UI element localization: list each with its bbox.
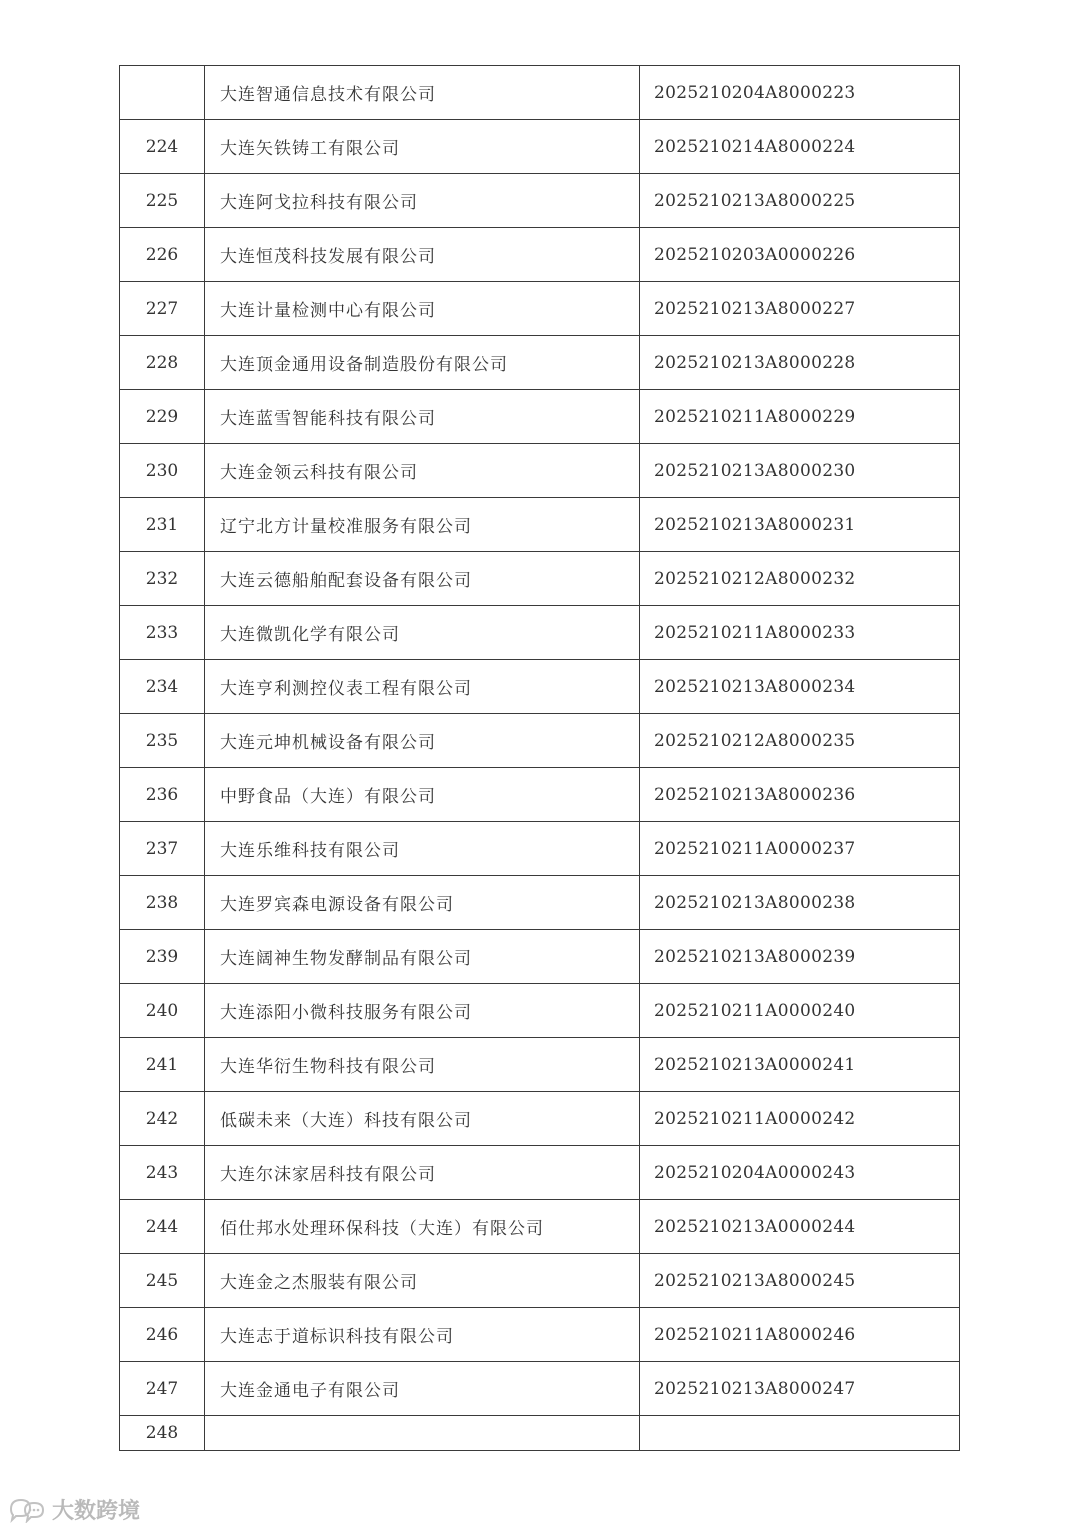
company-name-cell: 大连矢铁铸工有限公司 xyxy=(205,120,640,174)
row-number-cell: 247 xyxy=(120,1362,205,1416)
company-name-cell: 中野食品（大连）有限公司 xyxy=(205,768,640,822)
table-row xyxy=(120,66,960,120)
watermark xyxy=(8,1494,140,1525)
table-row xyxy=(120,390,960,444)
company-name-cell: 大连尔沫家居科技有限公司 xyxy=(205,1146,640,1200)
row-number-cell: 231 xyxy=(120,498,205,552)
company-name-cell: 大连罗宾森电源设备有限公司 xyxy=(205,876,640,930)
registration-code-cell: 2025210213A8000234 xyxy=(640,660,960,714)
chat-bubble-logo-icon xyxy=(8,1497,48,1523)
row-number-cell xyxy=(120,66,205,120)
row-number-cell: 224 xyxy=(120,120,205,174)
row-number-cell: 237 xyxy=(120,822,205,876)
company-name-cell: 大连志于道标识科技有限公司 xyxy=(205,1308,640,1362)
table-row xyxy=(120,1092,960,1146)
registration-code-cell: 2025210211A0000237 xyxy=(640,822,960,876)
company-name-cell: 大连计量检测中心有限公司 xyxy=(205,282,640,336)
row-number-cell: 233 xyxy=(120,606,205,660)
registration-code-cell: 2025210213A8000227 xyxy=(640,282,960,336)
registration-code-cell: 2025210213A8000245 xyxy=(640,1254,960,1308)
company-name-cell: 大连顶金通用设备制造股份有限公司 xyxy=(205,336,640,390)
company-name-cell: 大连智通信息技术有限公司 xyxy=(205,66,640,120)
table-row xyxy=(120,1200,960,1254)
table-row xyxy=(120,1308,960,1362)
registration-code-cell: 2025210213A8000239 xyxy=(640,930,960,984)
row-number-cell: 236 xyxy=(120,768,205,822)
row-number-cell: 245 xyxy=(120,1254,205,1308)
registration-code-cell: 2025210213A8000230 xyxy=(640,444,960,498)
row-number-cell: 243 xyxy=(120,1146,205,1200)
registration-code-cell: 2025210213A8000231 xyxy=(640,498,960,552)
row-number-cell: 229 xyxy=(120,390,205,444)
table-row xyxy=(120,660,960,714)
registration-code-cell: 2025210204A0000243 xyxy=(640,1146,960,1200)
company-name-cell: 大连乐维科技有限公司 xyxy=(205,822,640,876)
registration-code-cell: 2025210213A0000244 xyxy=(640,1200,960,1254)
table-row xyxy=(120,228,960,282)
table-row xyxy=(120,282,960,336)
table-row xyxy=(120,498,960,552)
company-name-cell: 大连恒茂科技发展有限公司 xyxy=(205,228,640,282)
company-name-cell: 大连金之杰服装有限公司 xyxy=(205,1254,640,1308)
table-row xyxy=(120,984,960,1038)
row-number-cell: 244 xyxy=(120,1200,205,1254)
company-name-cell: 大连阿戈拉科技有限公司 xyxy=(205,174,640,228)
registration-code-cell: 2025210213A8000236 xyxy=(640,768,960,822)
table-row xyxy=(120,1416,960,1451)
row-number-cell: 226 xyxy=(120,228,205,282)
company-name-cell: 大连添阳小微科技服务有限公司 xyxy=(205,984,640,1038)
registration-code-cell xyxy=(640,1416,960,1451)
row-number-cell: 227 xyxy=(120,282,205,336)
row-number-cell: 228 xyxy=(120,336,205,390)
row-number-cell: 248 xyxy=(120,1416,205,1451)
registration-code-cell: 2025210211A0000240 xyxy=(640,984,960,1038)
row-number-cell: 232 xyxy=(120,552,205,606)
company-name-cell: 大连云德船舶配套设备有限公司 xyxy=(205,552,640,606)
table-row xyxy=(120,876,960,930)
registration-code-cell: 2025210211A8000233 xyxy=(640,606,960,660)
row-number-cell: 234 xyxy=(120,660,205,714)
row-number-cell: 242 xyxy=(120,1092,205,1146)
table-row xyxy=(120,714,960,768)
row-number-cell: 246 xyxy=(120,1308,205,1362)
company-name-cell: 佰仕邦水处理环保科技（大连）有限公司 xyxy=(205,1200,640,1254)
company-name-cell: 辽宁北方计量校准服务有限公司 xyxy=(205,498,640,552)
table-row xyxy=(120,336,960,390)
company-name-cell: 大连元坤机械设备有限公司 xyxy=(205,714,640,768)
registration-code-cell: 2025210211A8000229 xyxy=(640,390,960,444)
table-row xyxy=(120,1254,960,1308)
registration-code-cell: 2025210214A8000224 xyxy=(640,120,960,174)
row-number-cell: 238 xyxy=(120,876,205,930)
company-name-cell: 低碳未来（大连）科技有限公司 xyxy=(205,1092,640,1146)
registration-code-cell: 2025210211A8000246 xyxy=(640,1308,960,1362)
row-number-cell: 239 xyxy=(120,930,205,984)
table-body xyxy=(120,66,960,1451)
row-number-cell: 225 xyxy=(120,174,205,228)
company-name-cell: 大连金通电子有限公司 xyxy=(205,1362,640,1416)
company-name-cell: 大连华衍生物科技有限公司 xyxy=(205,1038,640,1092)
table-row xyxy=(120,768,960,822)
table-row xyxy=(120,174,960,228)
table-row xyxy=(120,930,960,984)
company-name-cell: 大连阔神生物发酵制品有限公司 xyxy=(205,930,640,984)
table-row xyxy=(120,822,960,876)
registration-code-cell: 2025210213A8000247 xyxy=(640,1362,960,1416)
table-row xyxy=(120,1038,960,1092)
table-row xyxy=(120,120,960,174)
company-name-cell: 大连金领云科技有限公司 xyxy=(205,444,640,498)
company-name-cell: 大连亨利测控仪表工程有限公司 xyxy=(205,660,640,714)
table-row xyxy=(120,1146,960,1200)
registration-code-cell: 2025210204A8000223 xyxy=(640,66,960,120)
registration-code-cell: 2025210213A0000241 xyxy=(640,1038,960,1092)
registration-code-cell: 2025210211A0000242 xyxy=(640,1092,960,1146)
company-name-cell xyxy=(205,1416,640,1451)
watermark-text: 大数跨境 xyxy=(52,1499,141,1524)
row-number-cell: 230 xyxy=(120,444,205,498)
table-row xyxy=(120,1362,960,1416)
registration-code-cell: 2025210213A8000228 xyxy=(640,336,960,390)
table-row xyxy=(120,552,960,606)
registration-code-cell: 2025210213A8000238 xyxy=(640,876,960,930)
table-row xyxy=(120,606,960,660)
registration-code-cell: 2025210212A8000235 xyxy=(640,714,960,768)
table-row xyxy=(120,444,960,498)
row-number-cell: 240 xyxy=(120,984,205,1038)
company-name-cell: 大连微凯化学有限公司 xyxy=(205,606,640,660)
row-number-cell: 235 xyxy=(120,714,205,768)
registration-code-cell: 2025210213A8000225 xyxy=(640,174,960,228)
row-number-cell: 241 xyxy=(120,1038,205,1092)
company-list-table xyxy=(119,65,960,1451)
company-name-cell: 大连蓝雪智能科技有限公司 xyxy=(205,390,640,444)
registration-code-cell: 2025210212A8000232 xyxy=(640,552,960,606)
registration-code-cell: 2025210203A0000226 xyxy=(640,228,960,282)
